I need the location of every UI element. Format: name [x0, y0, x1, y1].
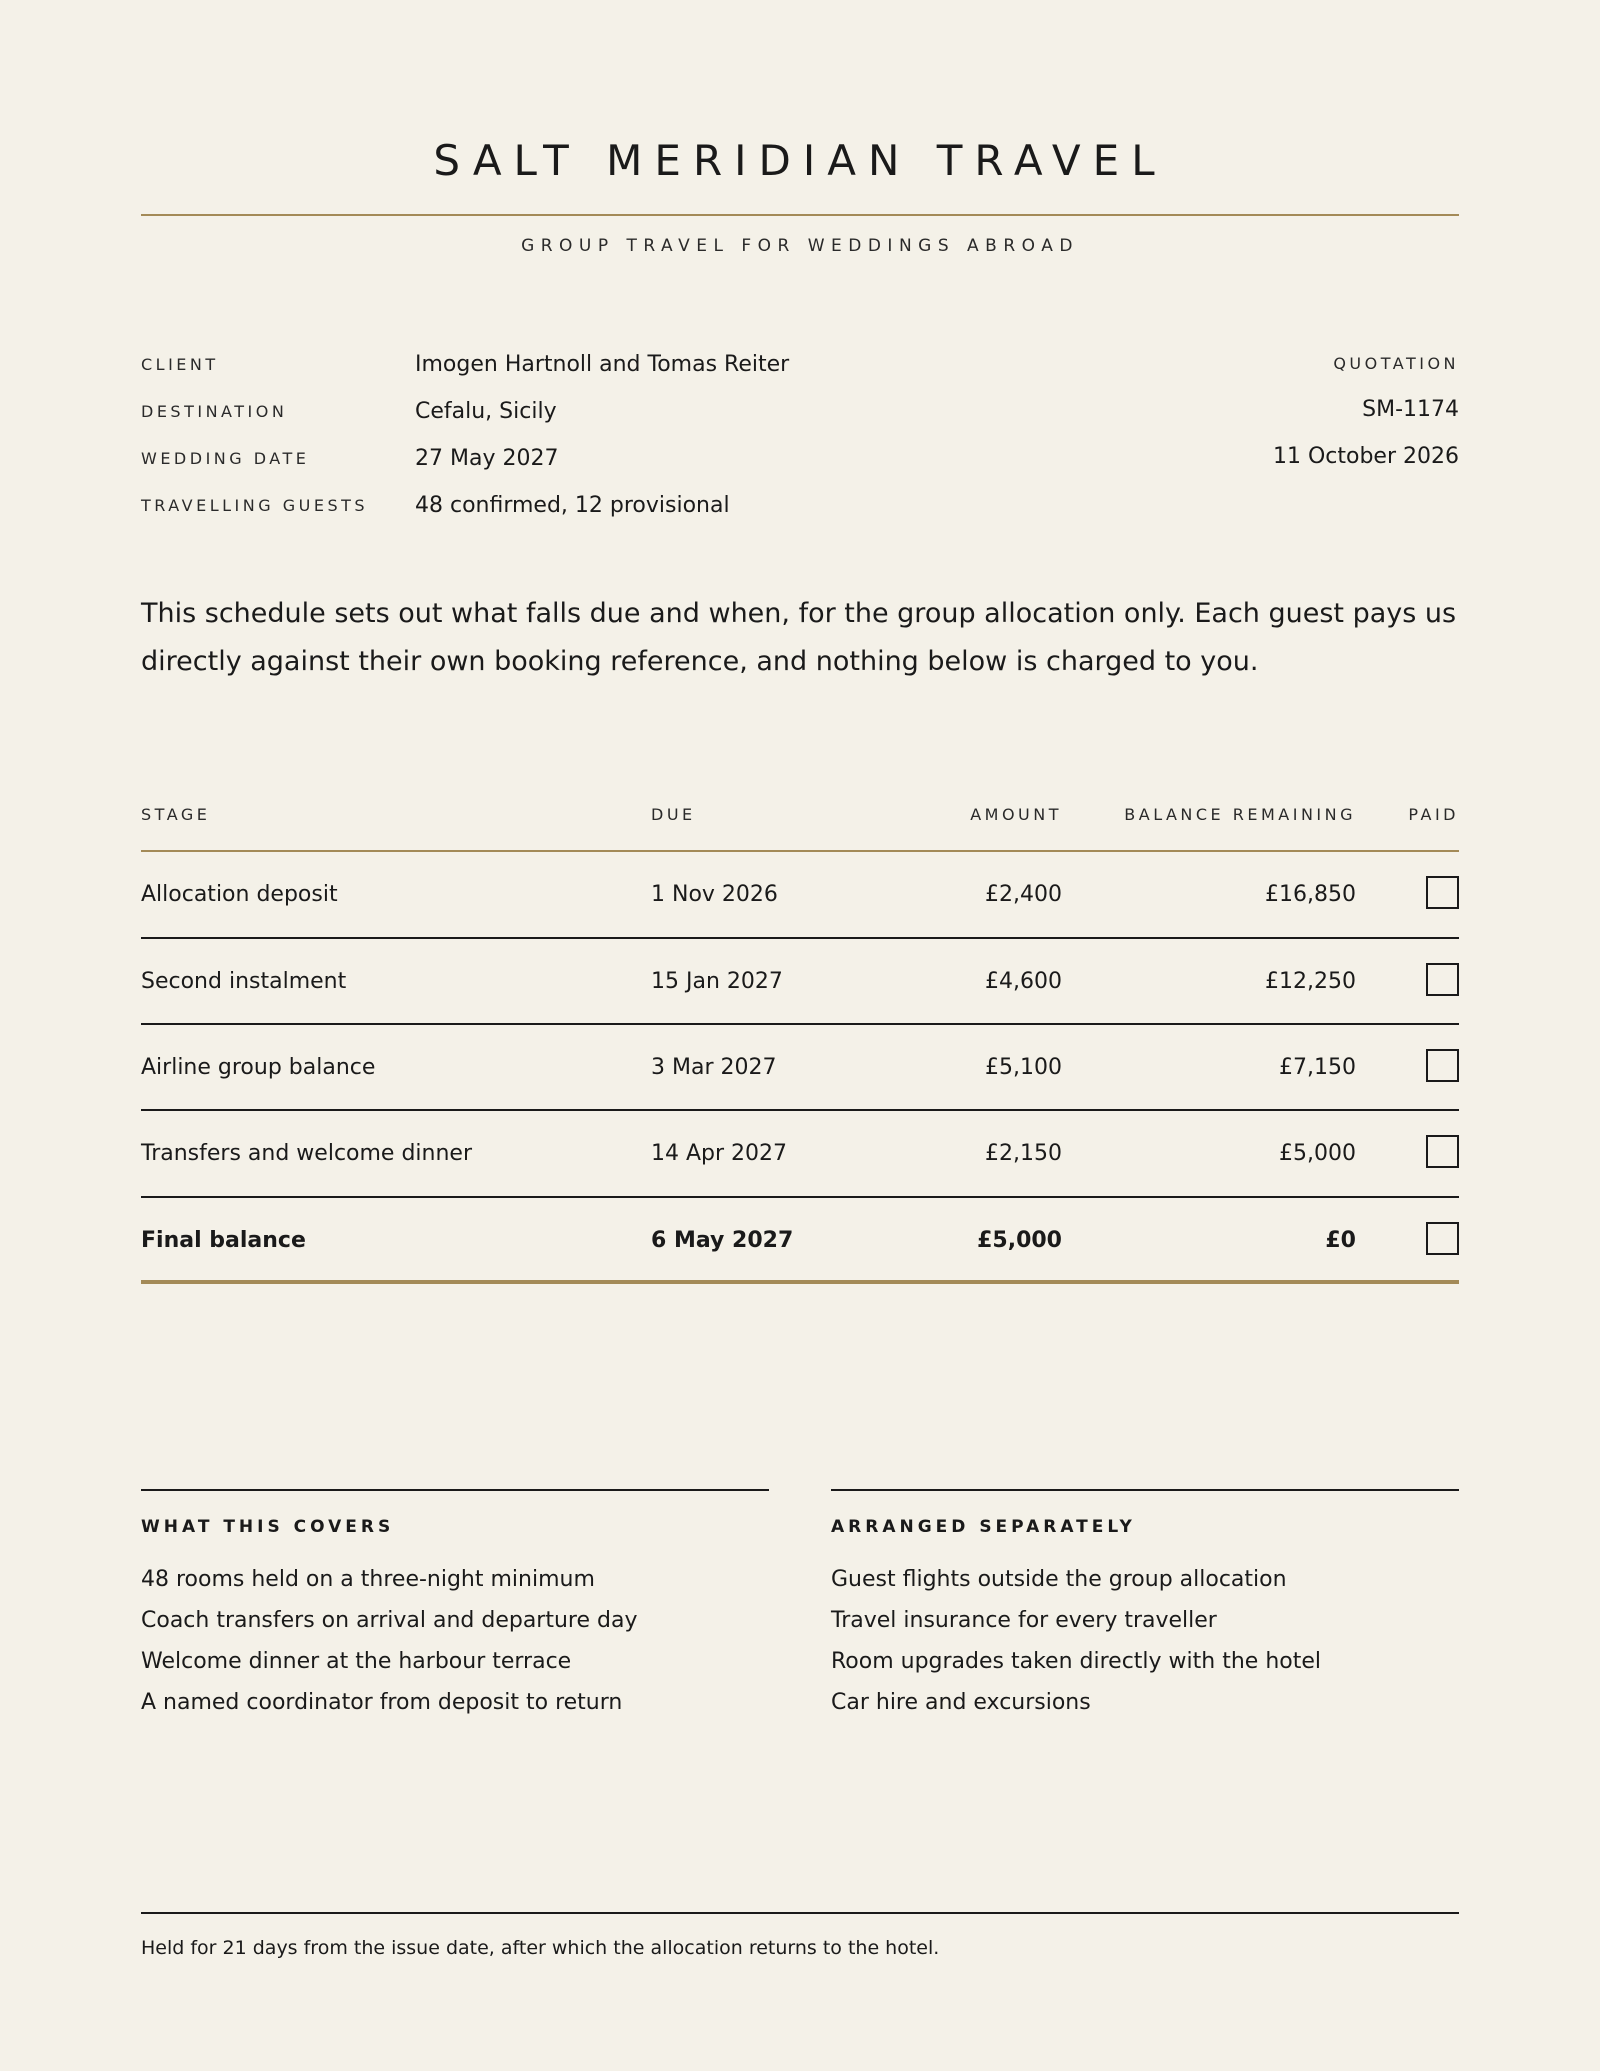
list-item: Car hire and excursions — [831, 1690, 1091, 1715]
column-header-due: DUE — [651, 805, 696, 824]
list-item: Travel insurance for every traveller — [831, 1608, 1217, 1633]
footer-divider — [141, 1912, 1459, 1914]
meta-value: 48 confirmed, 12 provisional — [415, 492, 730, 518]
section-title: ARRANGED SEPARATELY — [831, 1517, 1136, 1537]
meta-value: Cefalu, Sicily — [415, 398, 557, 424]
schedule-table-header — [141, 800, 1459, 830]
intro-paragraph: This schedule sets out what falls due and when, for the group allocation only. Each guest pays us directly against their own booking reference, and nothing below is charged to you. — [141, 598, 1457, 677]
list-item: Room upgrades taken directly with the hotel — [831, 1649, 1321, 1674]
balance-cell: £12,250 — [1265, 969, 1356, 994]
meta-row-wedding-date — [141, 443, 558, 473]
column-header-stage: STAGE — [141, 805, 211, 824]
list-item: Guest flights outside the group allocation — [831, 1567, 1287, 1592]
separate-section — [831, 1489, 1459, 1739]
amount-cell: £4,600 — [985, 969, 1062, 994]
separate-list — [831, 1559, 1459, 1723]
stage-cell: Final balance — [141, 1228, 306, 1253]
stage-cell: Transfers and welcome dinner — [141, 1141, 472, 1166]
column-header-balance: BALANCE REMAINING — [1124, 805, 1356, 824]
quotation-date: 11 October 2026 — [1272, 444, 1459, 469]
list-item: 48 rooms held on a three-night minimum — [141, 1567, 595, 1592]
meta-value: 27 May 2027 — [415, 445, 559, 471]
covers-section — [141, 1489, 769, 1739]
due-cell: 6 May 2027 — [651, 1228, 794, 1253]
meta-value: Imogen Hartnoll and Tomas Reiter — [415, 351, 790, 377]
covers-list — [141, 1559, 769, 1723]
table-row — [141, 852, 1459, 938]
paid-checkbox[interactable] — [1426, 876, 1459, 909]
brand-title: SALT MERIDIAN TRAVEL — [433, 136, 1167, 185]
balance-cell: £7,150 — [1279, 1055, 1356, 1080]
stage-cell: Second instalment — [141, 969, 347, 994]
balance-cell: £5,000 — [1279, 1141, 1356, 1166]
quotation-label: QUOTATION — [1333, 354, 1459, 373]
amount-cell: £2,400 — [985, 882, 1062, 907]
amount-cell: £5,000 — [977, 1228, 1062, 1253]
meta-label: WEDDING DATE — [141, 448, 310, 468]
list-item: A named coordinator from deposit to return — [141, 1690, 623, 1715]
table-row — [141, 1025, 1459, 1111]
column-header-amount: AMOUNT — [970, 805, 1062, 824]
stage-cell: Airline group balance — [141, 1055, 376, 1080]
header-divider — [141, 214, 1459, 216]
balance-cell: £16,850 — [1265, 882, 1356, 907]
paid-checkbox[interactable] — [1426, 1222, 1459, 1255]
quotation-ref: SM-1174 — [1362, 397, 1459, 422]
due-cell: 3 Mar 2027 — [651, 1055, 777, 1080]
quotation-document — [141, 0, 1459, 2071]
meta-row-destination — [141, 396, 557, 426]
amount-cell: £5,100 — [985, 1055, 1062, 1080]
stage-cell: Allocation deposit — [141, 882, 338, 907]
paid-checkbox[interactable] — [1426, 1049, 1459, 1082]
list-item: Coach transfers on arrival and departure day — [141, 1608, 638, 1633]
footer-note: Held for 21 days from the issue date, after which the allocation returns to the hotel. — [141, 1937, 940, 1959]
section-title: WHAT THIS COVERS — [141, 1517, 395, 1537]
meta-row-guests — [141, 490, 730, 520]
meta-row-client — [141, 349, 789, 379]
meta-label: CLIENT — [141, 354, 219, 374]
table-row — [141, 1111, 1459, 1197]
paid-checkbox[interactable] — [1426, 963, 1459, 996]
meta-label: DESTINATION — [141, 401, 288, 421]
section-divider — [141, 1489, 769, 1491]
due-cell: 1 Nov 2026 — [651, 882, 778, 907]
table-row-total — [141, 1198, 1459, 1284]
column-header-paid: PAID — [1408, 805, 1459, 824]
due-cell: 15 Jan 2027 — [651, 969, 783, 994]
section-divider — [831, 1489, 1459, 1491]
tagline: GROUP TRAVEL FOR WEDDINGS ABROAD — [521, 236, 1079, 256]
table-bottom-divider — [141, 1280, 1459, 1284]
paid-checkbox[interactable] — [1426, 1135, 1459, 1168]
balance-cell: £0 — [1325, 1228, 1356, 1253]
meta-label: TRAVELLING GUESTS — [141, 495, 369, 515]
amount-cell: £2,150 — [985, 1141, 1062, 1166]
list-item: Welcome dinner at the harbour terrace — [141, 1649, 572, 1674]
due-cell: 14 Apr 2027 — [651, 1141, 788, 1166]
table-row — [141, 939, 1459, 1025]
